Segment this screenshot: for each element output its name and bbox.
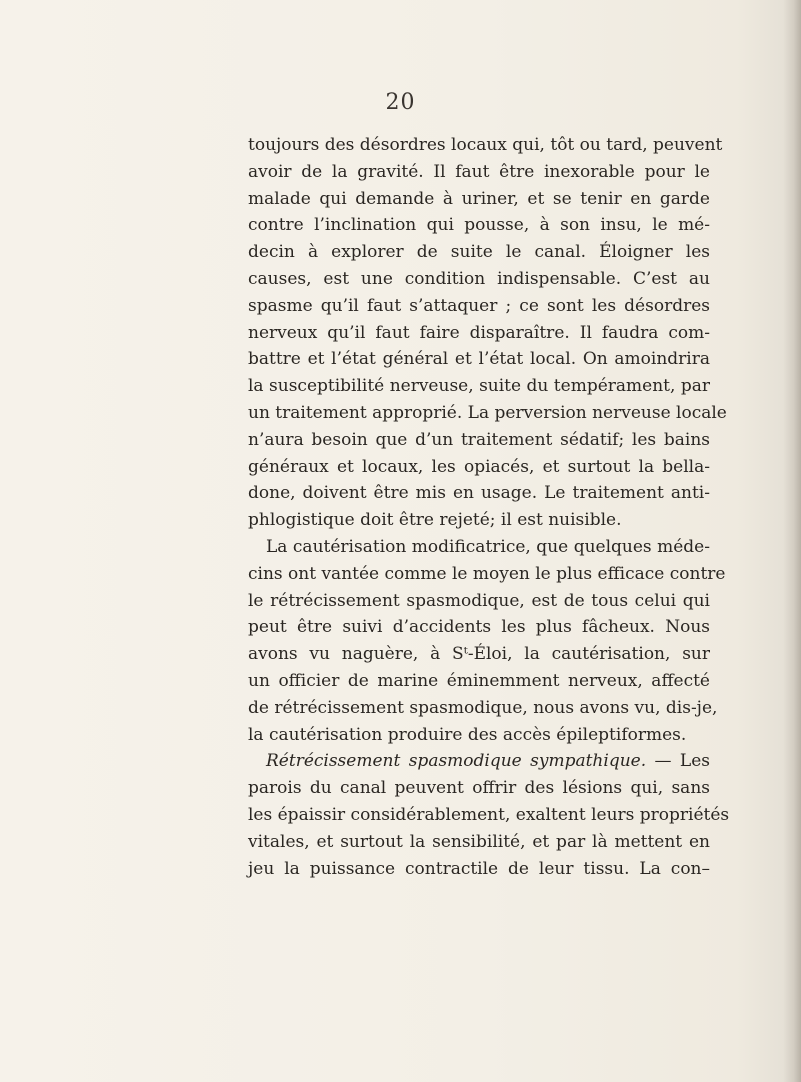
heading-continuation: — Les	[654, 751, 711, 772]
text-line: done, doivent être mis en usage. Le traitement anti-	[248, 483, 710, 504]
text-line: un traitement approprié. La perversion nerveuse locale	[248, 402, 727, 423]
text-line: decin à explorer de suite le canal. Éloigner les	[248, 242, 710, 263]
text-line: la susceptibilité nerveuse, suite du tempérament, par	[248, 376, 710, 397]
text-line: La cautérisation modificatrice, que quelques méde-	[266, 536, 710, 557]
text-line: un officier de marine éminemment nerveux, affecté	[248, 670, 710, 691]
page-number: 20	[385, 90, 416, 115]
text-line: parois du canal peuvent offrir des lésions qui, sans	[248, 778, 710, 799]
text-line: peut être suivi d’accidents les plus fâcheux. Nous	[248, 617, 710, 638]
text-line: généraux et locaux, les opiacés, et surtout la bella-	[248, 456, 710, 477]
text-line: toujours des désordres locaux qui, tôt ou tard, peuvent	[248, 135, 723, 155]
text-line: le rétrécissement spasmodique, est de tous celui qui	[248, 590, 710, 611]
text-line: causes, est une condition indispensable. C’est au	[248, 268, 710, 289]
text-line: nerveux qu’il faut faire disparaître. Il faudra com-	[248, 322, 710, 343]
text-line: battre et l’état général et l’état local. On amoindrira	[248, 349, 710, 370]
text-line: spasme qu’il faut s’attaquer ; ce sont les désordres	[248, 295, 710, 316]
text-line: les épaissir considérablement, exaltent leurs propriétés	[248, 804, 730, 825]
page-edge-shadow	[783, 0, 801, 1082]
section-heading: Rétrécissement spasmodique sympathique.	[266, 751, 647, 772]
text-line: phlogistique doit être rejeté; il est nuisible.	[248, 510, 622, 531]
text-line: n’aura besoin que d’un traitement sédatif; les bains	[248, 429, 710, 450]
text-line: malade qui demande à uriner, et se tenir en garde	[248, 188, 710, 209]
body-text	[248, 132, 730, 882]
text-line: cins ont vantée comme le moyen le plus efficace contre	[248, 563, 726, 584]
text-line: jeu la puissance contractile de leur tissu. La con–	[248, 858, 710, 879]
text-line: la cautérisation produire des accès épileptiformes.	[248, 724, 687, 745]
text-line: de rétrécissement spasmodique, nous avons vu, dis-je,	[248, 697, 718, 718]
text-line: avoir de la gravité. Il faut être inexorable pour le	[248, 161, 710, 182]
text-line: avons vu naguère, à Sᵗ-Éloi, la cautérisation, sur	[248, 644, 710, 665]
text-line: contre l’inclination qui pousse, à son insu, le mé-	[248, 215, 710, 236]
section-heading-line	[248, 748, 710, 775]
text-line: vitales, et surtout la sensibilité, et par là mettent en	[248, 831, 710, 852]
